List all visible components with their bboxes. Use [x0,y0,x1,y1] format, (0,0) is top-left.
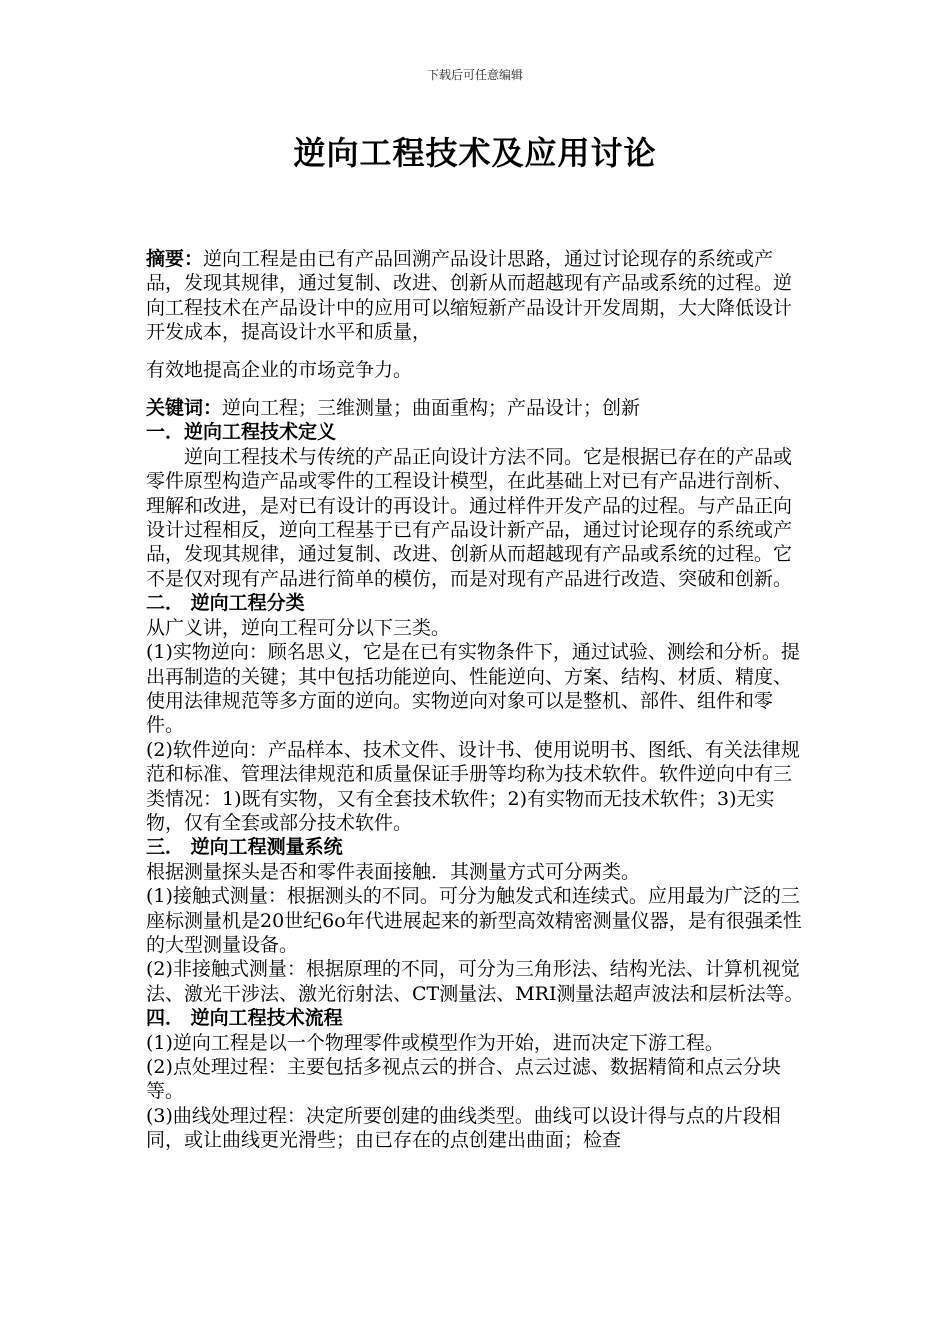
section-3-item-2: (2)非接触式测量：根据原理的不同，可分为三角形法、结构光法、计算机视觉法、激光干涉法、激光衍射法、CT测量法、MRI测量法超声波法和层析法等。 [146,958,804,1005]
keywords-text: 逆向工程；三维测量；曲面重构；产品设计；创新 [222,397,641,420]
section-2-intro: 从广义讲，逆向工程可分以下三类。 [146,616,451,639]
abstract-tail: 有效地提高企业的市场竞争力。 [146,358,413,381]
abstract-text: 逆向工程是由已有产品回溯产品设计思路，通过讨论现存的系统或产品，发现其规律，通过复制、改进、创新从而超越现有产品或系统的过程。逆向工程技术在产品设计中的应用可以缩短新产品设计开发周期，大大降低设计开发成本，提高设计水平和质量， [146,248,793,344]
section-4-item-1: (1)逆向工程是以一个物理零件或模型作为开始，进而决定下游工程。 [146,1031,724,1054]
section-2-item-1: (1)实物逆向：顾名思义，它是在已有实物条件下，通过试验、测绘和分析。提出再制造的关键；其中包括功能逆向、性能逆向、方案、结构、材质、精度、使用法律规范等多方面的逆向。实物逆向对象可以是整机、部件、组件和零件。 [146,641,800,737]
section-3-item-1: (1)接触式测量：根据测头的不同。可分为触发式和连续式。应用最为广泛的三座标测量机是20世纪6o年代进展起来的新型高效精密测量仪器，是有很强柔性的大型测量设备。 [146,885,802,956]
section-2-heading: 二． 逆向工程分类 [146,592,305,615]
keywords-paragraph [146,396,810,420]
abstract-label: 摘要： [146,248,204,270]
section-3-heading: 三． 逆向工程测量系统 [146,836,343,859]
section-4-item-3: (3)曲线处理过程：决定所要创建的曲线类型。曲线可以设计得与点的片段相同，或让曲线更光滑些；由已存在的点创建出曲面；检查 [146,1104,781,1152]
section-1-heading: 一．逆向工程技术定义 [146,421,337,444]
document-body [146,247,810,1153]
keywords-label: 关键词： [146,397,223,420]
section-1-paragraph: 逆向工程技术与传统的产品正向设计方法不同。它是根据已存在的产品或零件原型构造产品或零件的工程设计模型，在此基础上对已有产品进行剖析、理解和改进，是对已有设计的再设计。通过样件开发产品的过程。与产品正向设计过程相反，逆向工程基于已有产品设计新产品，通过讨论现存的系统或产品，发现其规律，通过复制、改进、创新从而超越现有产品或系统的过程。它不是仅对现有产品进行简单的模仿，而是对现有产品进行改造、突破和创新。 [146,445,793,590]
page-header: 下载后可任意编辑 [426,68,523,82]
document-title: 逆向工程技术及应用讨论 [293,134,657,172]
abstract-paragraph [146,247,810,345]
section-3-intro: 根据测量探头是否和零件表面接触．其测量方式可分两类。 [146,860,641,883]
section-4-heading: 四． 逆向工程技术流程 [146,1007,343,1030]
section-2-item-2: (2)软件逆向：产品样本、技术文件、设计书、使用说明书、图纸、有关法律规范和标准、管理法律规范和质量保证手册等均称为技术软件。软件逆向中有三类情况：1)既有实物，又有全套技术软件；2)有实物而无技术软件；3)无实物，仅有全套或部分技术软件。 [146,738,800,834]
section-4-item-2: (2)点处理过程：主要包括多视点云的拼合、点云过滤、数据精简和点云分块等。 [146,1056,781,1103]
